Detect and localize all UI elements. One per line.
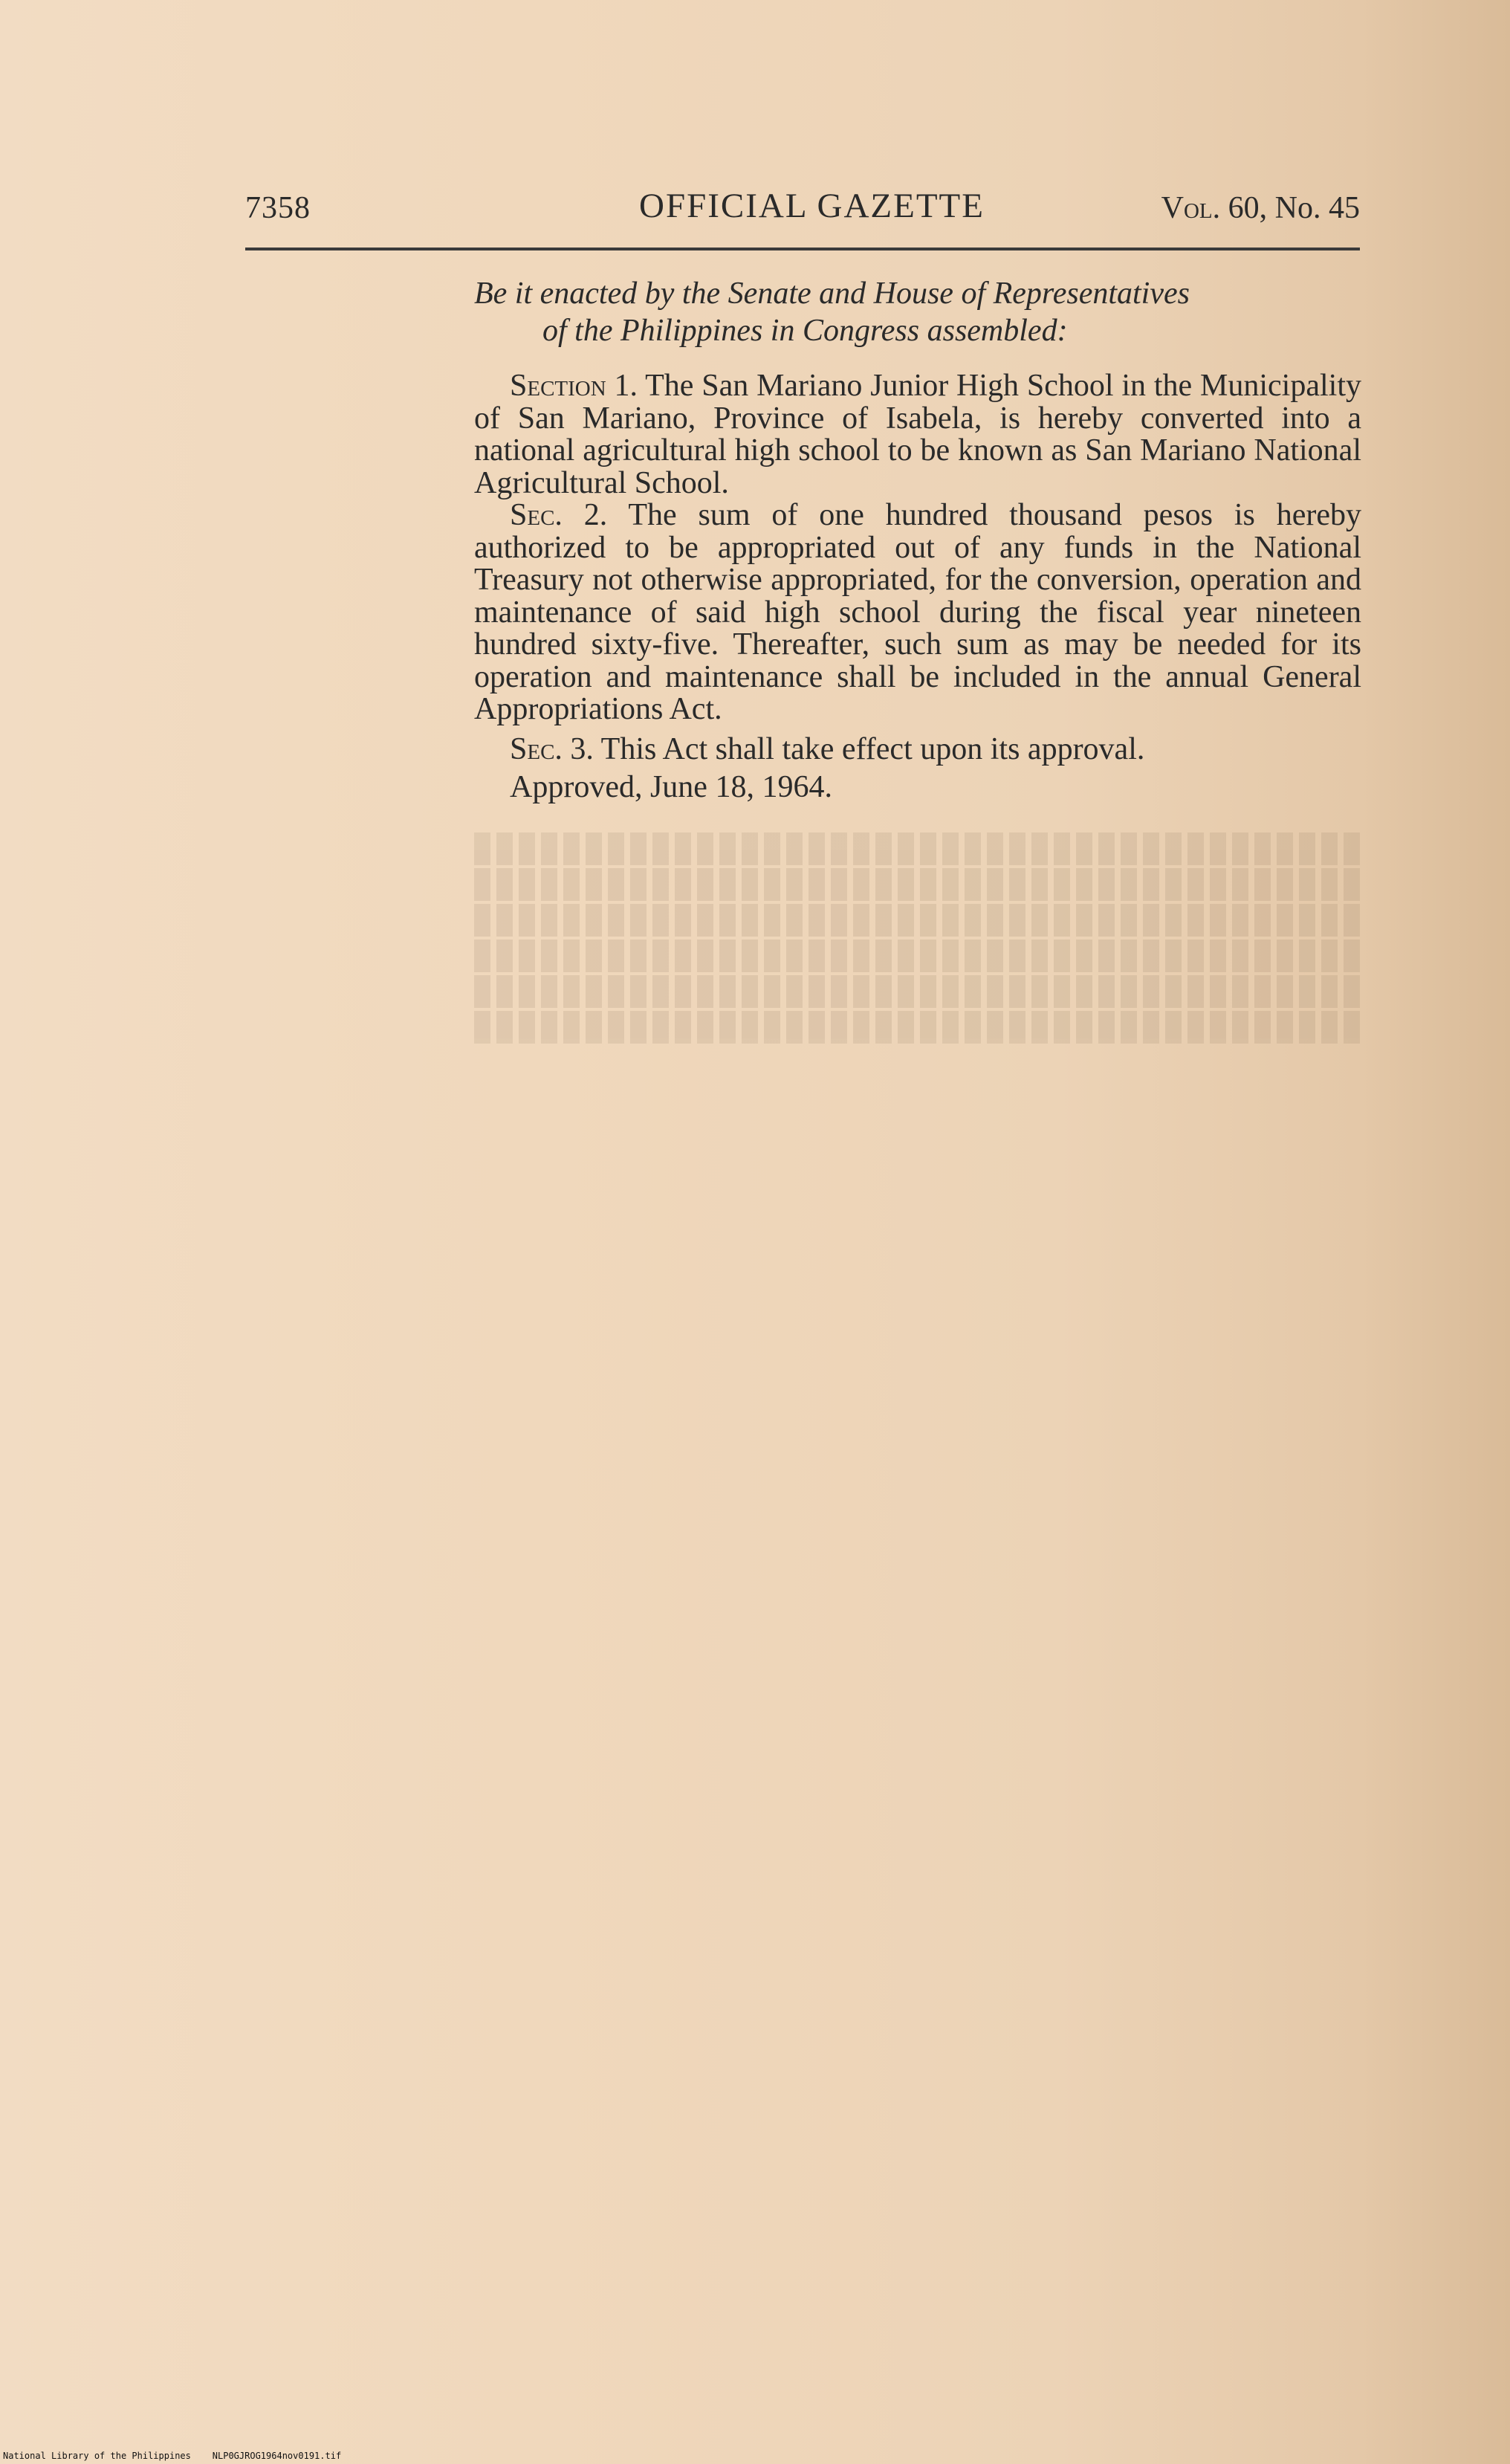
section-2-label: Sec. xyxy=(510,498,563,532)
section-3 xyxy=(474,731,1361,766)
enacting-clause-line-1: Be it enacted by the Senate and House of Representatives xyxy=(474,277,1190,311)
section-1 xyxy=(474,370,1361,499)
page-header xyxy=(245,186,1360,238)
volume-prefix: Vol. xyxy=(1161,191,1221,225)
act-body xyxy=(474,275,1361,804)
page-number: 7358 xyxy=(245,191,311,225)
footer-filename: NLP0GJROG1964nov0191.tif xyxy=(212,2451,342,2461)
section-2 xyxy=(474,499,1361,726)
approval-date: Approved, June 18, 1964. xyxy=(510,770,832,804)
section-2-text: 2. The sum of one hundred thousand pesos is hereby authorized to be appropriated out of any funds in the National Treasury not otherwise appropriated, for the conversion, operation and maintenance of said high school during the fiscal year nineteen hundred sixty-five. Thereafter, such sum as may be needed for its operation and maintenance shall be included in the annual General Appropriations Act. xyxy=(474,498,1361,726)
volume-number xyxy=(1161,190,1360,226)
section-3-label: Sec. xyxy=(510,731,563,766)
header-rule xyxy=(245,248,1360,250)
journal-title: OFFICIAL GAZETTE xyxy=(639,187,985,225)
section-3-text: 3. This Act shall take effect upon its approval. xyxy=(562,731,1145,766)
section-1-text: 1. The San Mariano Junior High School in the Municipality of San Mariano, Province of Isabela, is hereby converted into a national agricultural high school to be known as San Mariano National Agricultural School. xyxy=(474,369,1361,500)
enacting-clause xyxy=(474,275,1361,349)
enacting-clause-line-2: of the Philippines in Congress assembled: xyxy=(542,314,1068,348)
section-1-label: Section xyxy=(510,369,606,403)
scan-footer xyxy=(3,2451,341,2461)
footer-source: National Library of the Philippines xyxy=(3,2451,191,2461)
volume-rest: 60, No. 45 xyxy=(1220,191,1360,225)
reverse-page-show-through xyxy=(468,832,1360,2141)
